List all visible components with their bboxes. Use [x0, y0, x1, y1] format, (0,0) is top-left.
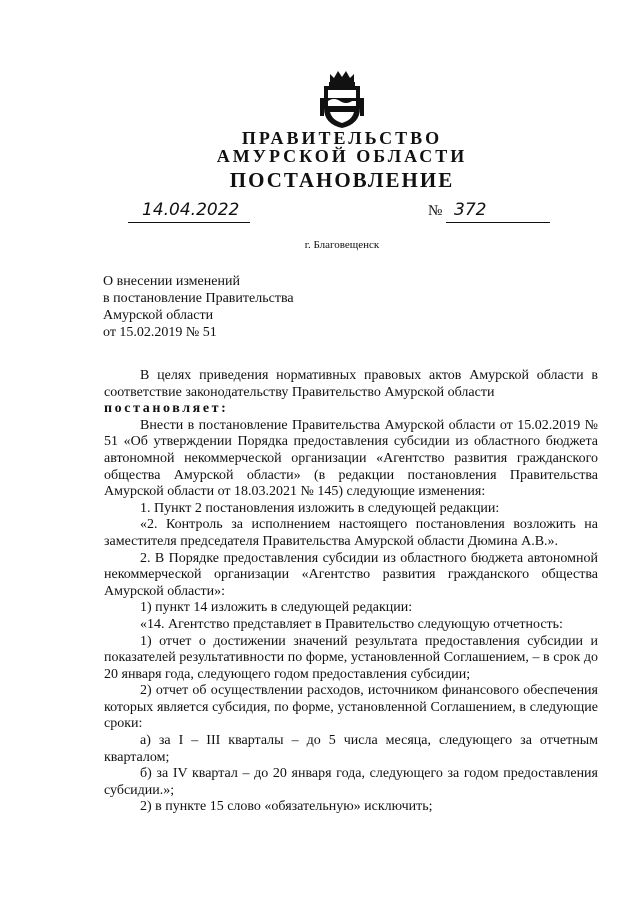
number-underline — [446, 222, 550, 223]
body-paragraph: 2. В Порядке предоставления субсидии из областного бюджета автономной некоммерческой организации «Агентство развития гражданского общества Амурской области»: — [104, 550, 598, 599]
body-paragraph: а) за I – III кварталы – до 5 числа месяца, следующего за отчетным кварталом; — [104, 733, 598, 765]
document-number: 372 — [454, 200, 487, 220]
body-paragraph: Внести в постановление Правительства Амурской области от 15.02.2019 № 51 «Об утверждении Порядка предоставления субсидии из областного бюджета автономной некоммерческой организации «Агентство развития гражданского общества Амурской области» (в редакции постановления Правительства Амурской области от 18.03.2021 № 145) следующие изменения: — [104, 417, 598, 500]
body-paragraph: б) за IV квартал – до 20 января года, следующего за годом предоставления субсидии.»; — [104, 766, 598, 798]
body-paragraph: 1) отчет о достижении значений результата предоставления субсидии и показателей результативности по форме, установленной Соглашением, – в срок до 20 января года, следующего годом предоставления субсидии; — [104, 633, 598, 682]
document-type-title: ПОСТАНОВЛЕНИЕ — [229, 168, 455, 192]
subject-line: от 15.02.2019 № 51 — [103, 325, 217, 340]
organization-name-line2: АМУРСКОЙ ОБЛАСТИ — [216, 146, 468, 166]
document-date: 14.04.2022 — [142, 200, 240, 220]
intro-paragraph: В целях приведения нормативных правовых актов Амурской области в соответствие законодательству Правительство Амурской области — [104, 368, 598, 400]
subject-line: Амурской области — [103, 308, 214, 323]
subject-block — [103, 273, 294, 341]
coat-of-arms-emblem — [318, 68, 366, 130]
document-body — [104, 368, 598, 816]
city-name: г. Благовещенск — [304, 239, 380, 251]
organization-name-line1: ПРАВИТЕЛЬСТВО — [241, 128, 443, 148]
body-paragraph: 1. Пункт 2 постановления изложить в следующей редакции: — [140, 500, 500, 516]
number-label: № — [428, 203, 443, 219]
body-paragraph: «2. Контроль за исполнением настоящего постановления возложить на заместителя председателя Правительства Амурской области Дюмина А.В.». — [104, 517, 598, 549]
body-paragraph: 2) отчет об осуществлении расходов, источником финансового обеспечения которых является субсидия, по форме, установленной Соглашением, в следующие сроки: — [104, 683, 598, 732]
subject-line: О внесении изменений — [103, 274, 240, 289]
body-paragraph: 1) пункт 14 изложить в следующей редакции: — [140, 600, 413, 616]
body-paragraph: 2) в пункте 15 слово «обязательную» исключить; — [140, 799, 433, 815]
body-paragraph: «14. Агентство представляет в Правительство следующую отчетность: — [140, 616, 563, 632]
decree-word: постановляет: — [104, 401, 229, 417]
subject-line: в постановление Правительства — [103, 291, 294, 306]
date-underline — [128, 222, 250, 223]
